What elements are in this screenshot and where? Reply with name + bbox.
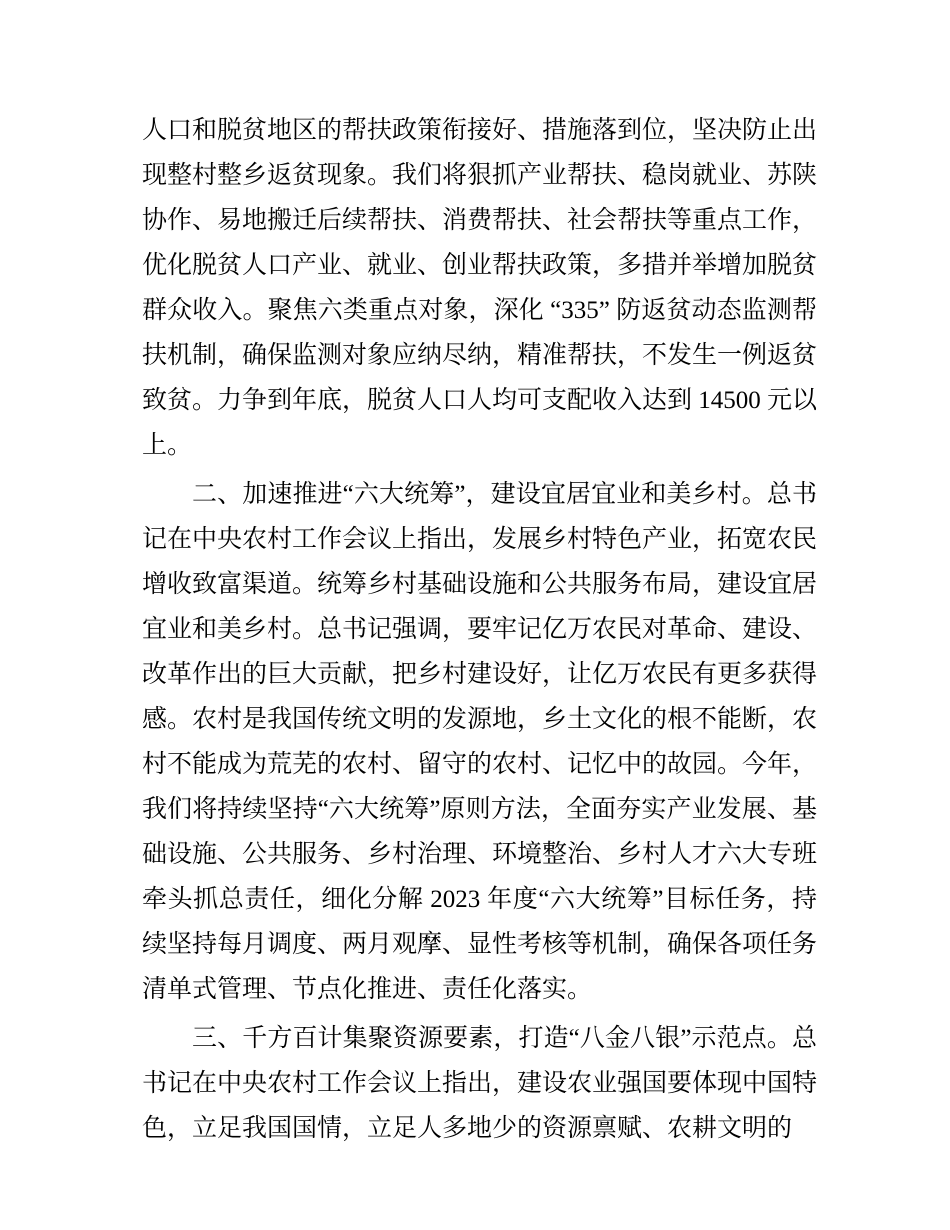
paragraph-section-2: 二、加速推进“六大统筹”，建设宜居宜业和美乡村。总书记在中央农村工作会议上指出，发展乡村特色产业，拓宽农民增收致富渠道。统筹乡村基础设施和公共服务布局，建设宜居宜业和美乡村。总书记强调，要牢记亿万农民对革命、建设、改革作出的巨大贡献，把乡村建设好，让亿万农民有更多获得感。农村是我国传统文明的发源地，乡土文化的根不能断，农村不能成为荒芜的农村、留守的农村、记忆中的故园。今年，我们将持续坚持“六大统筹”原则方法，全面夯实产业发展、基础设施、公共服务、乡村治理、环境整治、乡村人才六大专班牵头抓总责任，细化分解 2023 年度“六大统筹”目标任务，持续坚持每月调度、两月观摩、显性考核等机制，确保各项任务清单式管理、节点化推进、责任化落实。 xyxy=(142,481,818,1003)
paragraph-continuation: 人口和脱贫地区的帮扶政策衔接好、措施落到位，坚决防止出现整村整乡返贫现象。我们将狠抓产业帮扶、稳岗就业、苏陕协作、易地搬迁后续帮扶、消费帮扶、社会帮扶等重点工作，优化脱贫人口产业、就业、创业帮扶政策，多措并举增加脱贫群众收入。聚焦六类重点对象，深化 “335” 防返贫动态监测帮扶机制，确保监测对象应纳尽纳，精准帮扶，不发生一例返贫致贫。力争到年底，脱贫人口人均可支配收入达到 14500 元以上。 xyxy=(142,117,818,459)
paragraph-section-3: 三、千方百计集聚资源要素，打造“八金八银”示范点。总书记在中央农村工作会议上指出，建设农业强国要体现中国特色，立足我国国情，立足人多地少的资源禀赋、农耕文明的 xyxy=(142,1025,818,1142)
